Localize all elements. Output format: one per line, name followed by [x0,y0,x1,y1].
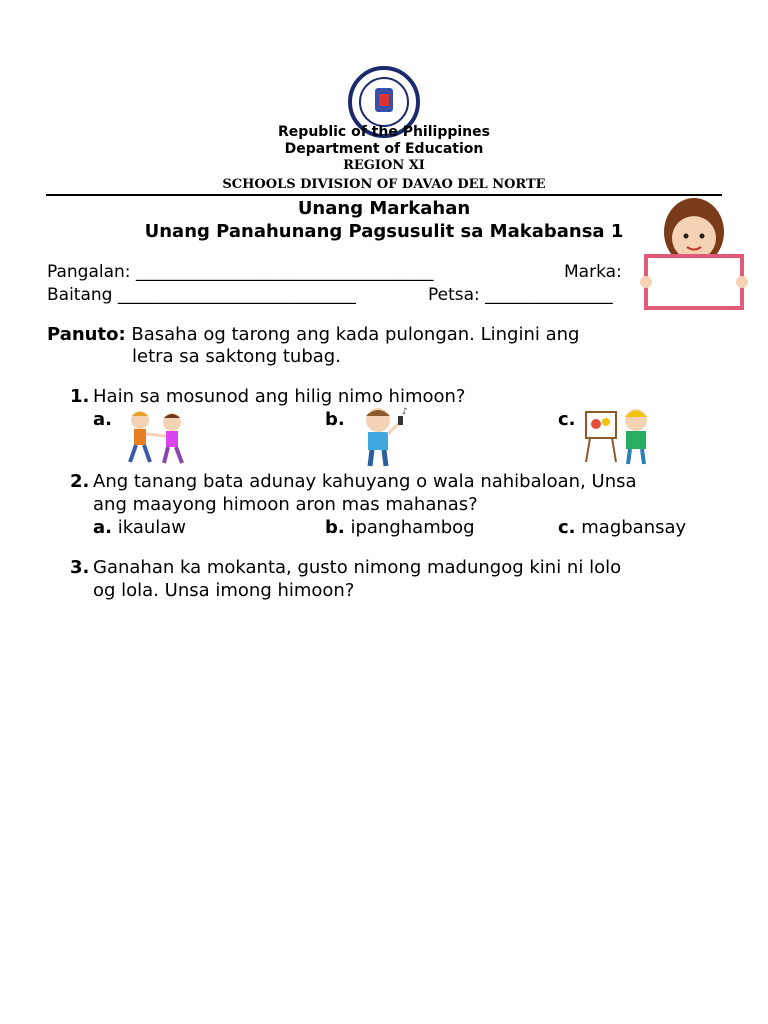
q2-option-c-letter: c. [558,517,576,538]
q3-number: 3. [70,557,90,578]
header-rule [46,194,722,196]
marka-label: Marka: [564,262,622,282]
q2-option-b-text: ipanghambog [350,517,475,538]
q1-option-c-letter[interactable]: c. [558,409,576,430]
instructions-text: Basaha og tarong ang kada pulongan. Lingini ang [131,324,580,345]
q2-number: 2. [70,471,90,492]
pangalan-field[interactable]: Pangalan: ___________________________________ [47,262,434,282]
q3-text-line1: Ganahan ka mokanta, gusto nimong madungog kini ni lolo [93,557,622,578]
q2-text-line2: ang maayong himoon aron mas mahanas? [93,494,478,515]
singing-boy-image[interactable] [350,404,414,468]
instructions-line2: letra sa saktong tubag. [132,346,341,367]
q2-text-line1: Ang tanang bata adunay kahuyang o wala nahibaloan, Unsa [93,471,637,492]
division-text: SCHOOLS DIVISION OF DAVAO DEL NORTE [222,177,546,192]
panuto-label: Panuto: [47,324,126,345]
quarter-title: Unang Markahan [297,198,471,219]
q2-option-c-text: magbansay [581,517,687,538]
girl-with-sign-illustration [632,192,750,314]
q2-option-a[interactable] [93,517,186,539]
q3-text-line2: og lola. Unsa imong himoon? [93,580,355,601]
baitang-field[interactable]: Baitang ____________________________ [47,285,356,305]
q2-option-b-letter: b. [325,517,345,538]
q2-option-a-letter: a. [93,517,112,538]
petsa-field[interactable]: Petsa: _______________ [428,285,613,305]
q2-option-a-text: ikaulaw [117,517,187,538]
painting-boy-image[interactable] [582,404,656,466]
q1-text: Hain sa mosunod ang hilig nimo himoon? [93,386,466,407]
region-text: REGION XI [343,158,425,173]
q2-option-b[interactable] [325,517,475,539]
q2-option-c[interactable] [558,517,686,539]
q1-number: 1. [70,386,90,407]
exam-title: Unang Panahunang Pagsusulit sa Makabansa 1 [144,221,624,242]
republic-text: Republic of the Philippines [278,124,490,140]
department-text: Department of Education [284,141,484,157]
instructions-line1 [47,324,579,346]
svg-text:♪: ♪ [402,407,408,417]
dancing-kids-image[interactable] [118,408,196,466]
q1-option-a-letter[interactable]: a. [93,409,112,430]
q1-option-b-letter[interactable]: b. [325,409,345,430]
